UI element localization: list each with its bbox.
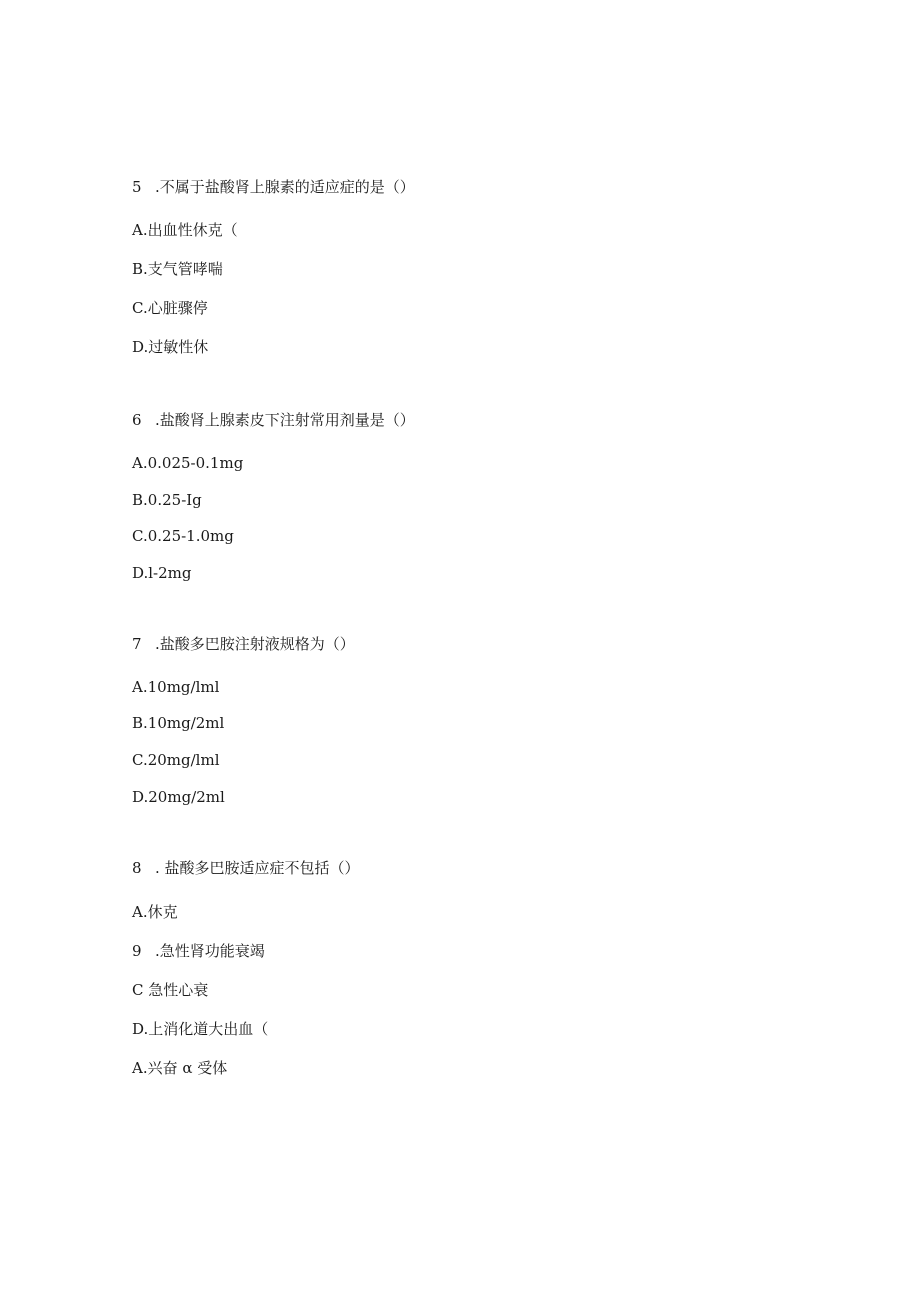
option-text: A.兴奋 α 受体	[132, 1059, 228, 1077]
question-text: .盐酸肾上腺素皮下注射常用剂量是（）	[155, 411, 415, 429]
option-b	[132, 713, 224, 733]
option-b	[132, 490, 202, 510]
option-text: D.20mg∕2ml	[132, 788, 225, 806]
question-text: . 盐酸多巴胺适应症不包括（）	[155, 859, 360, 877]
question-text: .不属于盐酸肾上腺素的适应症的是（）	[155, 178, 415, 196]
question-6	[132, 410, 415, 430]
option-c	[132, 980, 208, 1000]
option-text: A.0.025-0.1mg	[132, 454, 244, 472]
question-8	[132, 858, 360, 878]
option-c	[132, 298, 208, 318]
option-text: C.心脏骤停	[132, 299, 208, 317]
option-text: A.10mg∕lml	[132, 678, 220, 696]
question-number: 5	[132, 178, 142, 196]
option-text: B.0.25-Ig	[132, 491, 202, 509]
option-d	[132, 563, 192, 583]
question-number: 7	[132, 635, 142, 653]
option-a	[132, 220, 238, 240]
option-text: B.支气管哮喘	[132, 260, 223, 278]
option-d	[132, 787, 225, 807]
option-text: B.10mg∕2ml	[132, 714, 225, 732]
option-text: C 急性心衰	[132, 981, 209, 999]
option-b	[132, 259, 223, 279]
option-text: C.20mg∕lml	[132, 751, 220, 769]
option-c	[132, 526, 234, 546]
option-text: D.l-2mg	[132, 564, 192, 582]
question-text: .盐酸多巴胺注射液规格为（）	[155, 635, 355, 653]
question-number: 8	[132, 859, 142, 877]
option-text: D.上消化道大出血（	[132, 1020, 269, 1038]
option-a	[132, 677, 219, 697]
question-9	[132, 941, 265, 961]
question-number: 9	[132, 942, 142, 960]
option-text: A.出血性休克（	[132, 221, 238, 239]
option-a	[132, 453, 243, 473]
question-7	[132, 634, 355, 654]
option-a	[132, 1058, 227, 1078]
option-a	[132, 902, 178, 922]
option-c	[132, 750, 220, 770]
option-text: C.0.25-1.0mg	[132, 527, 234, 545]
question-number: 6	[132, 411, 142, 429]
option-d	[132, 337, 208, 357]
option-d	[132, 1019, 268, 1039]
question-5	[132, 177, 415, 197]
question-text: .急性肾功能衰竭	[155, 942, 265, 960]
option-text: A.休克	[132, 903, 178, 921]
option-text: D.过敏性休	[132, 338, 209, 356]
